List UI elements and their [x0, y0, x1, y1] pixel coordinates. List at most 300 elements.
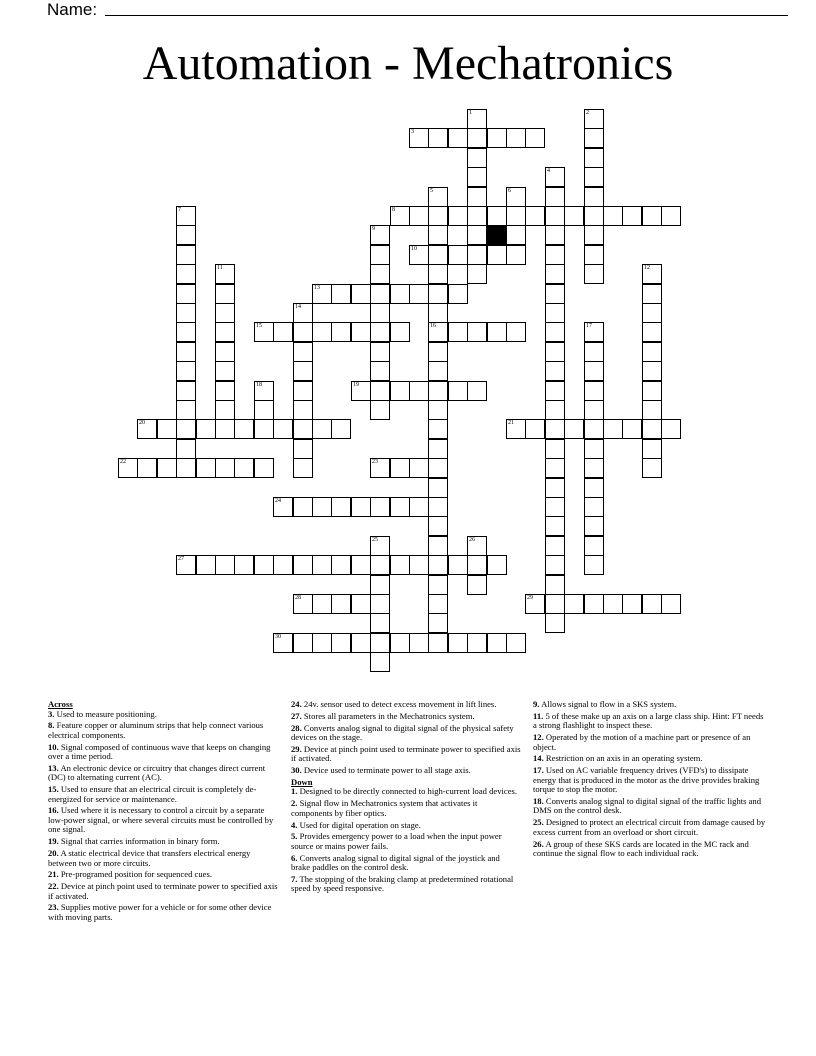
- grid-cell[interactable]: [370, 652, 390, 672]
- grid-cell[interactable]: [351, 594, 371, 614]
- clue-text: The stopping of the braking clamp at predetermined rotational speed by speed responsive.: [291, 873, 514, 894]
- grid-cell[interactable]: [176, 419, 196, 439]
- grid-cell[interactable]: [390, 322, 410, 342]
- grid-number: 13: [314, 285, 320, 291]
- grid-cell[interactable]: [428, 206, 448, 226]
- clue-text: Designed to be directly connected to high-current load devices.: [299, 786, 518, 797]
- grid-number: 11: [217, 265, 223, 271]
- grid-cell[interactable]: [448, 128, 468, 148]
- grid-cell[interactable]: [234, 555, 254, 575]
- grid-cell[interactable]: [428, 342, 448, 362]
- grid-cell[interactable]: [390, 555, 410, 575]
- grid-cell[interactable]: [196, 419, 216, 439]
- grid-number: 16: [430, 323, 436, 329]
- across-clue: [291, 766, 521, 776]
- grid-cell[interactable]: [428, 419, 448, 439]
- grid-cell[interactable]: [293, 381, 313, 401]
- grid-cell[interactable]: [467, 148, 487, 168]
- grid-cell[interactable]: [584, 167, 604, 187]
- grid-cell[interactable]: [273, 419, 293, 439]
- clue-number: 8.: [48, 720, 55, 731]
- grid-cell[interactable]: [370, 575, 390, 595]
- grid-cell[interactable]: [428, 187, 448, 207]
- grid-cell[interactable]: [390, 497, 410, 517]
- grid-cell[interactable]: [545, 419, 565, 439]
- clue-number: 27.: [291, 710, 302, 721]
- grid-cell[interactable]: [176, 284, 196, 304]
- clue-number: 5.: [291, 831, 298, 842]
- grid-cell[interactable]: [312, 555, 332, 575]
- grid-cell[interactable]: [293, 361, 313, 381]
- grid-cell[interactable]: [584, 536, 604, 556]
- grid-cell[interactable]: [428, 361, 448, 381]
- grid-cell[interactable]: [448, 245, 468, 265]
- grid-cell[interactable]: [370, 613, 390, 633]
- clue-text: Device at pinch point used to terminate power to specified axis if activated.: [48, 881, 278, 901]
- grid-cell[interactable]: [545, 381, 565, 401]
- grid-cell[interactable]: [467, 128, 487, 148]
- grid-cell[interactable]: [215, 342, 235, 362]
- grid-cell[interactable]: [176, 264, 196, 284]
- grid-cell[interactable]: [467, 245, 487, 265]
- grid-cell[interactable]: [545, 167, 565, 187]
- grid-cell[interactable]: [157, 458, 177, 478]
- grid-cell[interactable]: [642, 594, 662, 614]
- grid-cell[interactable]: [351, 555, 371, 575]
- grid-cell[interactable]: [370, 381, 390, 401]
- grid-cell[interactable]: [545, 458, 565, 478]
- grid-cell[interactable]: [525, 206, 545, 226]
- grid-cell[interactable]: [487, 322, 507, 342]
- grid-cell[interactable]: [448, 322, 468, 342]
- grid-cell[interactable]: [545, 303, 565, 323]
- grid-cell[interactable]: [331, 497, 351, 517]
- clue-column-3: [533, 700, 769, 861]
- grid-cell[interactable]: [312, 594, 332, 614]
- grid-cell[interactable]: [351, 322, 371, 342]
- grid-cell[interactable]: [409, 128, 429, 148]
- grid-cell[interactable]: [487, 128, 507, 148]
- grid-cell[interactable]: [176, 342, 196, 362]
- across-clue: [48, 721, 278, 740]
- grid-cell[interactable]: [428, 322, 448, 342]
- grid-cell[interactable]: [506, 128, 526, 148]
- grid-cell[interactable]: [467, 555, 487, 575]
- grid-cell[interactable]: [642, 439, 662, 459]
- grid-cell[interactable]: [622, 594, 642, 614]
- grid-cell[interactable]: [390, 633, 410, 653]
- grid-cell[interactable]: [506, 633, 526, 653]
- grid-cell[interactable]: [428, 536, 448, 556]
- grid-cell[interactable]: [370, 400, 390, 420]
- grid-cell[interactable]: [506, 419, 526, 439]
- grid-cell[interactable]: [545, 575, 565, 595]
- grid-cell[interactable]: [467, 187, 487, 207]
- grid-cell[interactable]: [409, 245, 429, 265]
- grid-cell[interactable]: [428, 400, 448, 420]
- grid-cell[interactable]: [370, 303, 390, 323]
- grid-cell[interactable]: [661, 206, 681, 226]
- grid-cell[interactable]: [584, 497, 604, 517]
- clue-text: Used for digital operation on stage.: [299, 819, 421, 830]
- grid-cell[interactable]: [545, 361, 565, 381]
- grid-cell[interactable]: [584, 594, 604, 614]
- grid-cell[interactable]: [312, 419, 332, 439]
- grid-cell[interactable]: [351, 381, 371, 401]
- grid-cell[interactable]: [584, 400, 604, 420]
- grid-cell[interactable]: [642, 458, 662, 478]
- grid-cell[interactable]: [584, 322, 604, 342]
- grid-number: 18: [256, 382, 262, 388]
- grid-cell[interactable]: [254, 381, 274, 401]
- grid-cell[interactable]: [467, 536, 487, 556]
- clue-text: Pre-programed position for sequenced cues.: [60, 869, 212, 880]
- grid-cell[interactable]: [584, 109, 604, 129]
- grid-cell[interactable]: [428, 575, 448, 595]
- grid-cell[interactable]: [331, 633, 351, 653]
- grid-number: 5: [430, 188, 433, 194]
- clue-text: Converts analog signal to digital signal of the physical safety devices on the stage.: [291, 722, 514, 743]
- grid-cell[interactable]: [584, 225, 604, 245]
- grid-cell[interactable]: [661, 419, 681, 439]
- grid-cell[interactable]: [370, 536, 390, 556]
- grid-cell[interactable]: [487, 206, 507, 226]
- grid-cell[interactable]: [545, 613, 565, 633]
- grid-cell[interactable]: [215, 284, 235, 304]
- grid-cell[interactable]: [584, 128, 604, 148]
- grid-cell[interactable]: [545, 516, 565, 536]
- grid-cell[interactable]: [603, 419, 623, 439]
- grid-cell[interactable]: [293, 400, 313, 420]
- grid-cell[interactable]: [215, 264, 235, 284]
- grid-cell[interactable]: [428, 264, 448, 284]
- grid-cell[interactable]: [525, 594, 545, 614]
- grid-cell[interactable]: [293, 342, 313, 362]
- grid-cell[interactable]: [176, 458, 196, 478]
- grid-cell[interactable]: [409, 555, 429, 575]
- grid-cell[interactable]: [331, 594, 351, 614]
- grid-cell[interactable]: [409, 284, 429, 304]
- grid-cell[interactable]: [467, 206, 487, 226]
- grid-cell[interactable]: [642, 342, 662, 362]
- name-label: Name:: [47, 0, 98, 19]
- grid-cell[interactable]: [448, 206, 468, 226]
- across-clue: [291, 745, 521, 764]
- grid-cell[interactable]: [642, 303, 662, 323]
- grid-cell[interactable]: [215, 555, 235, 575]
- grid-cell[interactable]: [293, 303, 313, 323]
- grid-cell[interactable]: [584, 264, 604, 284]
- grid-cell[interactable]: [642, 400, 662, 420]
- clue-text: Used on AC variable frequency drives (VFD's) to dissipate energy that is produced in the motor as the drive provides braking torque to stop the motor.: [533, 765, 760, 795]
- grid-cell[interactable]: [545, 245, 565, 265]
- clue-number: 20.: [48, 848, 59, 859]
- grid-cell[interactable]: [293, 458, 313, 478]
- grid-cell[interactable]: [293, 419, 313, 439]
- clue-number: 12.: [533, 732, 544, 743]
- grid-cell[interactable]: [312, 633, 332, 653]
- grid-cell[interactable]: [428, 245, 448, 265]
- grid-cell[interactable]: [254, 458, 274, 478]
- grid-cell[interactable]: [487, 633, 507, 653]
- grid-cell[interactable]: [409, 497, 429, 517]
- grid-cell[interactable]: [137, 458, 157, 478]
- grid-cell[interactable]: [370, 225, 390, 245]
- grid-cell[interactable]: [234, 458, 254, 478]
- grid-cell[interactable]: [661, 594, 681, 614]
- grid-cell[interactable]: [584, 381, 604, 401]
- grid-cell[interactable]: [331, 284, 351, 304]
- grid-cell[interactable]: [215, 303, 235, 323]
- grid-cell[interactable]: [370, 458, 390, 478]
- grid-cell[interactable]: [545, 342, 565, 362]
- grid-cell[interactable]: [545, 264, 565, 284]
- grid-cell[interactable]: [545, 594, 565, 614]
- grid-cell[interactable]: [409, 458, 429, 478]
- grid-cell[interactable]: [428, 439, 448, 459]
- grid-cell[interactable]: [467, 322, 487, 342]
- grid-cell[interactable]: [331, 322, 351, 342]
- grid-cell[interactable]: [584, 478, 604, 498]
- across-clue: [291, 700, 521, 710]
- grid-cell[interactable]: [428, 225, 448, 245]
- grid-cell[interactable]: [176, 555, 196, 575]
- grid-number: 27: [178, 556, 184, 562]
- grid-cell[interactable]: [293, 322, 313, 342]
- grid-cell[interactable]: [642, 206, 662, 226]
- grid-cell[interactable]: [642, 264, 662, 284]
- grid-cell[interactable]: [467, 264, 487, 284]
- grid-cell[interactable]: [176, 322, 196, 342]
- grid-cell[interactable]: [428, 381, 448, 401]
- grid-cell[interactable]: [584, 206, 604, 226]
- grid-cell[interactable]: [545, 497, 565, 517]
- grid-cell[interactable]: [176, 225, 196, 245]
- grid-cell[interactable]: [642, 361, 662, 381]
- grid-cell[interactable]: [467, 381, 487, 401]
- grid-cell[interactable]: [176, 381, 196, 401]
- grid-cell[interactable]: [351, 497, 371, 517]
- grid-cell[interactable]: [545, 400, 565, 420]
- grid-cell[interactable]: [428, 594, 448, 614]
- grid-cell[interactable]: [584, 419, 604, 439]
- grid-cell[interactable]: [564, 419, 584, 439]
- grid-cell[interactable]: [293, 594, 313, 614]
- grid-cell[interactable]: [603, 206, 623, 226]
- grid-cell[interactable]: [428, 284, 448, 304]
- grid-cell[interactable]: [487, 555, 507, 575]
- grid-cell[interactable]: [584, 148, 604, 168]
- grid-cell[interactable]: [467, 167, 487, 187]
- grid-cell[interactable]: [273, 497, 293, 517]
- grid-cell[interactable]: [428, 613, 448, 633]
- clue-text: Provides emergency power to a load when the input power source or mains power fails.: [291, 831, 502, 851]
- grid-number: 21: [508, 420, 514, 426]
- grid-number: 29: [527, 595, 533, 601]
- grid-cell[interactable]: [409, 633, 429, 653]
- grid-cell[interactable]: [312, 322, 332, 342]
- grid-cell[interactable]: [370, 361, 390, 381]
- grid-cell[interactable]: [176, 400, 196, 420]
- grid-cell[interactable]: [409, 206, 429, 226]
- down-clue: [533, 712, 769, 731]
- grid-cell[interactable]: [176, 361, 196, 381]
- clue-text: 5 of these make up an axis on a large class ship. Hint: FT needs a strong flashlight to inspect these.: [533, 710, 764, 731]
- grid-cell[interactable]: [176, 245, 196, 265]
- grid-cell[interactable]: [409, 381, 429, 401]
- grid-cell[interactable]: [428, 516, 448, 536]
- grid-cell[interactable]: [215, 400, 235, 420]
- grid-cell[interactable]: [254, 400, 274, 420]
- grid-cell[interactable]: [584, 439, 604, 459]
- grid-cell[interactable]: [293, 497, 313, 517]
- grid-cell[interactable]: [351, 633, 371, 653]
- grid-cell[interactable]: [254, 322, 274, 342]
- grid-cell[interactable]: [390, 458, 410, 478]
- grid-cell[interactable]: [370, 322, 390, 342]
- grid-cell[interactable]: [506, 245, 526, 265]
- grid-cell[interactable]: [196, 555, 216, 575]
- grid-cell[interactable]: [545, 322, 565, 342]
- across-clue: [291, 724, 521, 743]
- grid-cell[interactable]: [622, 419, 642, 439]
- grid-cell[interactable]: [215, 458, 235, 478]
- grid-cell[interactable]: [370, 284, 390, 304]
- grid-cell[interactable]: [370, 594, 390, 614]
- grid-cell[interactable]: [331, 555, 351, 575]
- grid-cell[interactable]: [467, 633, 487, 653]
- grid-cell[interactable]: [215, 361, 235, 381]
- down-clue: [533, 700, 769, 710]
- grid-cell[interactable]: [176, 206, 196, 226]
- grid-cell[interactable]: [506, 225, 526, 245]
- across-clue: [48, 849, 278, 868]
- grid-cell[interactable]: [370, 245, 390, 265]
- grid-cell[interactable]: [448, 284, 468, 304]
- grid-cell[interactable]: [448, 555, 468, 575]
- grid-cell[interactable]: [506, 322, 526, 342]
- grid-cell[interactable]: [137, 419, 157, 439]
- grid-cell[interactable]: [564, 594, 584, 614]
- grid-cell[interactable]: [467, 225, 487, 245]
- grid-cell[interactable]: [370, 555, 390, 575]
- grid-cell[interactable]: [215, 419, 235, 439]
- grid-cell[interactable]: [370, 633, 390, 653]
- grid-cell[interactable]: [428, 458, 448, 478]
- grid-cell[interactable]: [215, 322, 235, 342]
- grid-cell[interactable]: [428, 128, 448, 148]
- grid-cell[interactable]: [545, 439, 565, 459]
- grid-cell[interactable]: [370, 497, 390, 517]
- grid-cell[interactable]: [428, 478, 448, 498]
- grid-cell[interactable]: [157, 419, 177, 439]
- grid-cell[interactable]: [176, 303, 196, 323]
- grid-cell[interactable]: [584, 361, 604, 381]
- clue-text: Converts analog signal to digital signal of the joystick and brake paddles on the control desk.: [291, 852, 500, 873]
- grid-cell[interactable]: [293, 633, 313, 653]
- grid-cell[interactable]: [215, 381, 235, 401]
- grid-cell[interactable]: [254, 555, 274, 575]
- grid-cell[interactable]: [390, 206, 410, 226]
- grid-cell[interactable]: [545, 187, 565, 207]
- grid-cell[interactable]: [525, 419, 545, 439]
- grid-cell[interactable]: [584, 555, 604, 575]
- grid-cell[interactable]: [196, 458, 216, 478]
- grid-cell[interactable]: [390, 284, 410, 304]
- grid-cell[interactable]: [584, 458, 604, 478]
- grid-cell[interactable]: [312, 497, 332, 517]
- grid-number: 22: [120, 459, 126, 465]
- grid-number: 7: [178, 207, 181, 213]
- grid-cell[interactable]: [545, 206, 565, 226]
- grid-cell[interactable]: [545, 478, 565, 498]
- grid-cell[interactable]: [293, 555, 313, 575]
- clue-number: 18.: [533, 795, 544, 806]
- grid-cell[interactable]: [428, 497, 448, 517]
- grid-number: 30: [275, 634, 281, 640]
- grid-cell[interactable]: [293, 439, 313, 459]
- grid-number: 10: [411, 246, 417, 252]
- grid-cell[interactable]: [642, 419, 662, 439]
- down-clue: [291, 875, 521, 894]
- grid-cell[interactable]: [428, 555, 448, 575]
- grid-cell[interactable]: [273, 633, 293, 653]
- grid-cell[interactable]: [467, 109, 487, 129]
- across-clue: [48, 743, 278, 762]
- grid-cell[interactable]: [351, 284, 371, 304]
- grid-cell[interactable]: [545, 284, 565, 304]
- grid-cell[interactable]: [584, 516, 604, 536]
- grid-cell[interactable]: [584, 245, 604, 265]
- grid-cell[interactable]: [545, 536, 565, 556]
- clue-number: 17.: [533, 765, 544, 776]
- grid-cell[interactable]: [603, 594, 623, 614]
- grid-cell[interactable]: [642, 381, 662, 401]
- grid-cell[interactable]: [428, 303, 448, 323]
- grid-cell[interactable]: [506, 187, 526, 207]
- grid-cell[interactable]: [331, 419, 351, 439]
- grid-cell[interactable]: [370, 342, 390, 362]
- grid-cell[interactable]: [467, 575, 487, 595]
- grid-cell[interactable]: [642, 284, 662, 304]
- grid-cell[interactable]: [622, 206, 642, 226]
- grid-cell[interactable]: [312, 284, 332, 304]
- grid-cell[interactable]: [370, 264, 390, 284]
- grid-cell[interactable]: [584, 342, 604, 362]
- grid-number: 9: [372, 226, 375, 232]
- down-clue: [533, 733, 769, 752]
- grid-cell[interactable]: [584, 187, 604, 207]
- grid-cell[interactable]: [118, 458, 138, 478]
- grid-cell[interactable]: [234, 419, 254, 439]
- grid-cell[interactable]: [545, 555, 565, 575]
- grid-cell[interactable]: [525, 128, 545, 148]
- clue-text: Device used to terminate power to all stage axis.: [303, 765, 471, 776]
- grid-cell[interactable]: [176, 439, 196, 459]
- grid-cell[interactable]: [448, 633, 468, 653]
- grid-cell[interactable]: [545, 225, 565, 245]
- grid-cell[interactable]: [273, 322, 293, 342]
- grid-cell[interactable]: [428, 633, 448, 653]
- grid-cell[interactable]: [390, 381, 410, 401]
- grid-cell[interactable]: [254, 419, 274, 439]
- grid-cell[interactable]: [273, 555, 293, 575]
- grid-cell[interactable]: [448, 381, 468, 401]
- grid-cell[interactable]: [506, 206, 526, 226]
- grid-cell[interactable]: [642, 322, 662, 342]
- grid-cell[interactable]: [564, 206, 584, 226]
- grid-cell[interactable]: [487, 245, 507, 265]
